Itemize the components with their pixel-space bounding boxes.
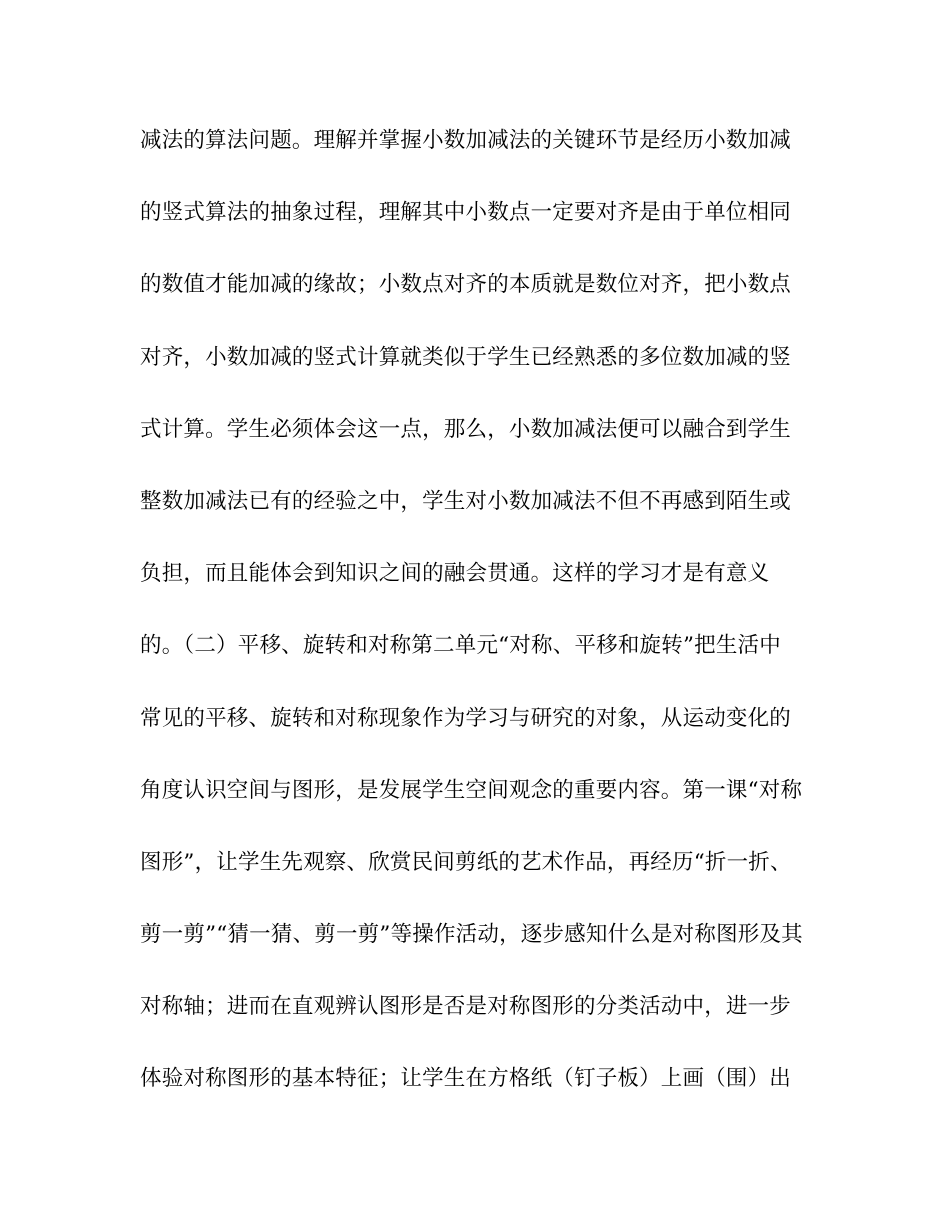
text-line: 负担，而且能体会到知识之间的融会贯通。这样的学习才是有意义 bbox=[140, 561, 770, 587]
text-line: 整数加减法已有的经验之中，学生对小数加减法不但不再感到陌生或 bbox=[140, 488, 792, 514]
text-line: 式计算。学生必须体会这一点，那么，小数加减法便可以融合到学生 bbox=[140, 416, 792, 442]
text-line: 对齐，小数加减的竖式计算就类似于学生已经熟悉的多位数加减的竖 bbox=[140, 344, 792, 370]
text-line: 对称轴；进而在直观辨认图形是否是对称图形的分类活动中，进一步 bbox=[140, 994, 792, 1020]
text-line: 常见的平移、旋转和对称现象作为学习与研究的对象，从运动变化的 bbox=[140, 705, 792, 731]
text-line: 的。（二）平移、旋转和对称第二单元“对称、平移和旋转”把生活中 bbox=[140, 633, 781, 659]
text-line: 的数值才能加减的缘故；小数点对齐的本质就是数位对齐，把小数点 bbox=[140, 272, 792, 298]
text-line: 体验对称图形的基本特征；让学生在方格纸（钉子板）上画（围）出 bbox=[140, 1066, 792, 1092]
body-text bbox=[140, 126, 820, 1137]
text-line: 图形”，让学生先观察、欣赏民间剪纸的艺术作品，再经历“折一折、 bbox=[140, 849, 792, 875]
text-line: 的竖式算法的抽象过程，理解其中小数点一定要对齐是由于单位相同 bbox=[140, 200, 792, 226]
text-line: 剪一剪”“猜一猜、剪一剪”等操作活动，逐步感知什么是对称图形及其 bbox=[140, 922, 803, 948]
text-line: 减法的算法问题。理解并掌握小数加减法的关键环节是经历小数加减 bbox=[140, 128, 792, 153]
text-line: 角度认识空间与图形，是发展学生空间观念的重要内容。第一课“对称 bbox=[140, 777, 803, 803]
